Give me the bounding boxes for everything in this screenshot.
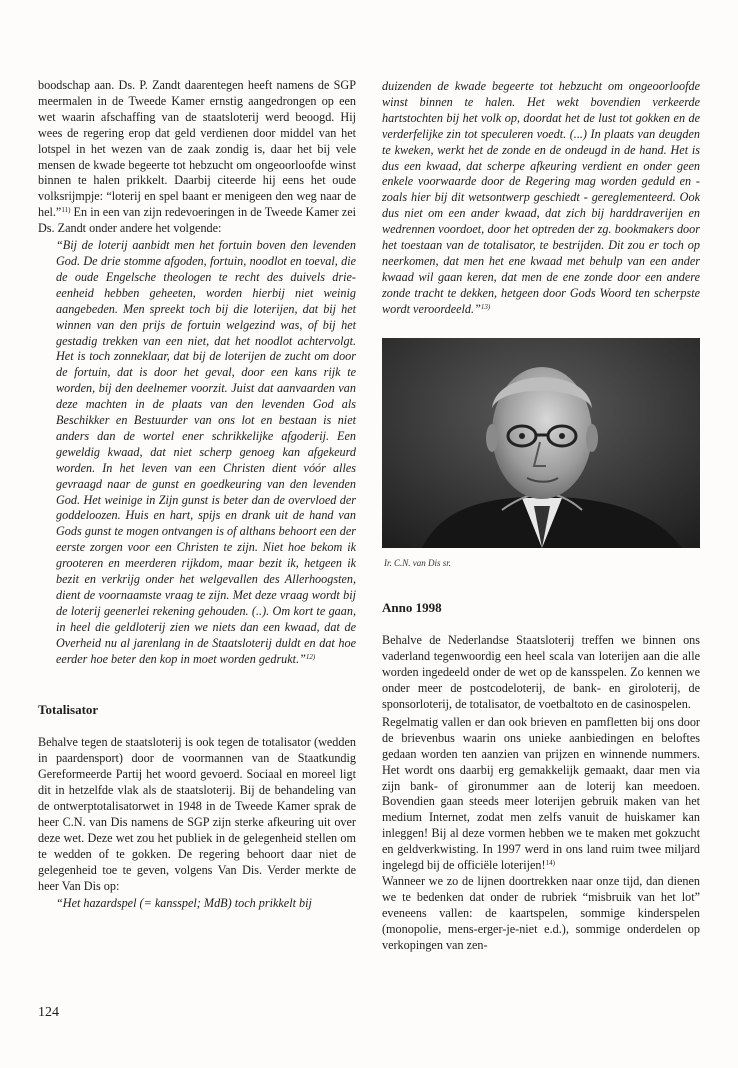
footnote-ref-14: 14) bbox=[545, 859, 555, 868]
heading-totalisator: Totalisator bbox=[38, 701, 99, 717]
totalisator-paragraph: Behalve tegen de staatsloterij is ook tegen de totalisator (wedden in paardensport) door de voormannen van de Staatkundig Gereformeerde Partij het woord gevoerd. Sociaal en moreel ligt dit in hetzelfde vlak als de staatsloterij. Bij de behandeling van de ontwerptotalisatorwet in 1948 in de Tweede Kamer sprak de heer C.N. van Dis namens de SGP zijn sterke afkeuring uit over deze wet. Deze wet zou het publiek in de gelegenheid stellen om te wedden of te gokken. De regering behoort daar niet de gelegenheid toe te geven, volgens Van Dis. Verder merkte de heer Van Dis op: bbox=[38, 735, 356, 893]
right-column bbox=[382, 78, 700, 954]
heading-anno-1998: Anno 1998 bbox=[382, 599, 442, 615]
footnote-ref-12: 12) bbox=[305, 652, 316, 661]
anno-paragraph-1: Behalve de Nederlandse Staatsloterij treffen we binnen ons vaderland tegenwoordig een heel scala van loterijen aan die alle worden ingedeeld onder de wet op de kansspelen. Zo kennen we onder meer de postcodeloterij, de bank- en giroloterij, de sponsorloterij, de totalisator, de voetbaltoto en de casinospelen. bbox=[382, 633, 700, 712]
van-dis-quote-text: duizenden de kwade begeerte tot hebzucht om ongeoorloofde winst binnen te halen. Het wekt bovendien verkeerde hartstochten bij het volk op, doordat het de lust tot gokken en de verderfelijke zin tot speculeren voedt. (...) In plaats van deugden te kweken, werkt het de zonde en de ondeugd in de hand. Het is dus een kwaad, dat scherpe afkeuring verdient en onder geen enkele voorwaarde door de Regering mag worden geduld en - zoals hier bij dit wetsontwerp geschiedt - gereglementeerd. Ook dus niet om een ander kwaad, dat zich bij harddraverijen en wedrennen voordoet, door het optreden der zg. bookmakers door het toestaan van de totalisator, te bestrijden. Dit zou er toch op neerkomen, dat men het ene kwaad met behulp van een ander kwaad wil gaan keren, dat men de ene zonde door een andere zonde tracht te dekken, hetgeen door Gods Woord ten scherpste wordt veroordeeld.” bbox=[382, 79, 700, 316]
footnote-ref-13: 13) bbox=[480, 302, 491, 311]
van-dis-quote-start: “Het hazardspel (= kansspel; MdB) toch prikkelt bij bbox=[56, 895, 312, 910]
intro-text: boodschap aan. Ds. P. Zandt daarentegen heeft namens de SGP meermalen in de Tweede Kamer ernstig aangedrongen op een wet waarin afschaffing van de staatsloterij werd beoogd. Hij wees de regering erop dat geld verdienen door middel van het lotspel in het wezen van de zaak zondig is, daar het bij vele mensen de kwade begeerte tot hebzucht om ongeoorloofde winst binnen te halen prikkelt. Daarbij citeerde hij eens het oude volksrijmpje: “loterij en spel baant er menigeen den weg naar de hel.” bbox=[38, 78, 356, 220]
zandt-quote-text: “Bij de loterij aanbidt men het fortuin boven den levenden God. De drie stomme afgoden, fortuin, noodlot en toeval, die de oude Engelsche theologen te recht des duivels drie-eenheid hebben geheeten, worden hierbij niet weinig aangebeden. Men spreekt toch bij die loterijen, dat bij het winnen van den prijs de fortuin welgezind was, of bij het gestadig trekken van een niet, dat het noodlot achtervolgt. Het is toch zonneklaar, dat bij de loterijen de zucht om door de fortuin, dat is door het geval, door een kans rijk te worden, bij den deelnemer voorzit. Juist dat aanvaarden van deze machten in de plaats van den levenden God als Beschikker en Bestuurder van ons lot en bestaan is niet anders dan de wortel ener schrikkelijke afgoderij. Een geweldig kwaad, dat niet scherp genoeg kan afgekeurd worden. In het leven van een Christen dient vóór alles gevraagd naar de gunst en goedkeuring van den levenden God. Het weinige in Zijn gunst is beter dan de overvloed der goddeloozen. Huis en hart, spijs en drank uit de hand van Gods gunst te mogen ontvangen is of althans behoort een der eerste zorgen voor een Christen te zijn. Niet hoe bekom ik grooteren en meerderen rijkdom, maar bezit ik, hetgeen ik bezit en verkrijg onder het welgevallen des Allerhoogsten, dient de voornaamste vraag te zijn. Met deze vraag wordt bij de loterij geenerlei rekening gehouden. (..). Om kort te gaan, in heel die geldloterij zien we niets dan een kwaad, dat de Overheid nu al jarenlang in de Staatsloterij duldt en dat hoe eerder hoe beter den kop in moet worden gedrukt.” bbox=[56, 238, 356, 666]
left-column bbox=[38, 78, 356, 911]
van-dis-quote-continued bbox=[382, 79, 700, 318]
page-number: 124 bbox=[38, 1005, 59, 1020]
intro-tail-text: En in een van zijn redevoeringen in de Tweede Kamer zei Ds. Zandt onder andere het volgende: bbox=[38, 205, 356, 236]
photo-caption: Ir. C.N. van Dis sr. bbox=[384, 557, 452, 568]
anno-paragraph-3: Wanneer we zo de lijnen doortrekken naar onze tijd, dan dienen we te bedenken dat onder de rubriek “misbruik van het lot” eveneens vallen: de kaartspelen, sommige kinderspelen (monopolie, mens-erger-je-niet e.d.), sommige onderdelen op verkopingen van zen- bbox=[382, 874, 700, 952]
portrait-image bbox=[382, 338, 700, 548]
footnote-ref-11: 11) bbox=[61, 206, 71, 215]
intro-paragraph bbox=[38, 78, 356, 237]
zandt-quote bbox=[56, 238, 356, 667]
portrait-photo bbox=[382, 338, 700, 548]
anno-paragraph-2 bbox=[382, 715, 700, 874]
anno-paragraph-2-text: Regelmatig vallen er dan ook brieven en pamfletten bij ons door de brievenbus waarin ons unieke aanbiedingen en beloftes gedaan worden ten aanzien van prijzen en winnende nummers. Het wordt ons daarbij erg gemakkelijk gemaakt, daar men via zijn bank- of gironummer aan de loterij kan meedoen. Bovendien gaan steeds meer loterijen gebruik maken van het medium Internet, zodat men zelfs vanuit de huiskamer kan inleggen! Bij al deze vormen hebben we te maken met gokzucht en geldverkwisting. In 1997 werd in ons land ruim twee miljard ingelegd bij de officiële loterijen! bbox=[382, 714, 700, 873]
